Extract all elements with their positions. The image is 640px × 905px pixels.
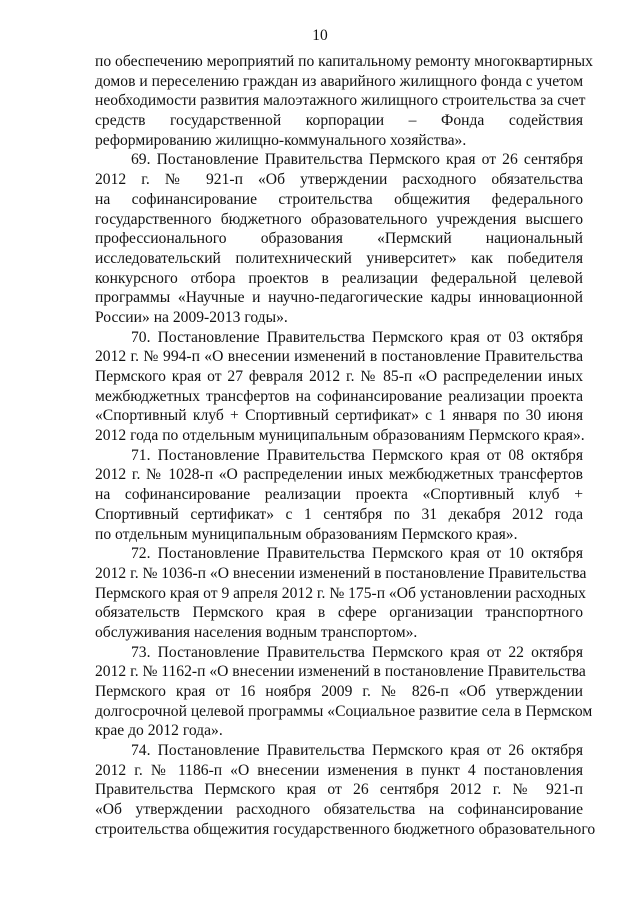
text-line: по отдельным муниципальным образованиям Пермского края». xyxy=(95,525,518,543)
text-line: профессионального образования «Пермский национальный xyxy=(95,230,583,248)
text-line: долгосрочной целевой программы «Социальное развитие села в Пермском xyxy=(95,702,593,720)
text-line: 2012 г. № 1036-п «О внесении изменений в постановление Правительства xyxy=(95,564,587,582)
text-line: 73. Постановление Правительства Пермского края от 22 октября xyxy=(131,643,583,661)
document-body xyxy=(95,52,596,840)
text-line: 2012 г. № 1028-п «О распределении иных межбюджетных трансфертов xyxy=(95,466,583,484)
text-line: на софинансирование реализации проекта «Спортивный клуб + xyxy=(95,486,583,504)
text-line: крае до 2012 года». xyxy=(95,722,223,740)
text-line: на софинансирование строительства общежития федерального xyxy=(95,190,583,208)
text-line: Пермского края от 27 февраля 2012 г. № 85-п «О распределении иных xyxy=(95,368,583,385)
text-line: 69. Постановление Правительства Пермского края от 26 сентября xyxy=(131,151,583,169)
text-line: необходимости развития малоэтажного жилищного строительства за счет xyxy=(95,92,586,110)
text-line: 2012 года по отдельным муниципальным образованиям Пермского края». xyxy=(95,427,585,445)
text-line: Спортивный сертификат» с 1 сентября по 31 декабря 2012 года xyxy=(95,505,583,523)
text-line: государственного бюджетного образовательного учреждения высшего xyxy=(95,210,583,228)
text-line: реформированию жилищно-коммунального хозяйства». xyxy=(95,131,467,149)
text-line: 71. Постановление Правительства Пермского края от 08 октября xyxy=(131,446,583,464)
text-line: 70. Постановление Правительства Пермского края от 03 октября xyxy=(131,328,583,346)
text-line: 2012 г. № 921-п «Об утверждении расходного обязательства xyxy=(95,171,583,189)
text-line: конкурсного отбора проектов в реализации федеральной целевой xyxy=(95,269,583,287)
text-line: межбюджетных трансфертов на софинансирование реализации проекта xyxy=(95,387,583,405)
text-line: программы «Научные и научно-педагогические кадры инновационной xyxy=(95,289,583,307)
text-line: «Об утверждении расходного обязательства на софинансирование xyxy=(95,801,583,819)
page-number: 10 xyxy=(312,27,328,44)
text-line: России» на 2009-2013 годы». xyxy=(95,308,288,326)
text-line: обслуживания населения водным транспортом». xyxy=(95,623,418,641)
text-line: 72. Постановление Правительства Пермского края от 10 октября xyxy=(131,545,583,563)
text-line: «Спортивный клуб + Спортивный сертификат» с 1 января по 30 июня xyxy=(95,407,583,425)
text-line: Пермского края от 9 апреля 2012 г. № 175-п «Об установлении расходных xyxy=(95,584,586,602)
text-line: 74. Постановление Правительства Пермского края от 26 октября xyxy=(131,742,583,760)
text-line: по обеспечению мероприятий по капитальному ремонту многоквартирных xyxy=(95,53,593,70)
text-line: 2012 г. № 1162-п «О внесении изменений в постановление Правительства xyxy=(95,663,586,681)
text-line: исследовательский политехнический университет» как победителя xyxy=(95,249,583,267)
text-line: домов и переселению граждан из аварийного жилищного фонда с учетом xyxy=(95,72,584,90)
text-line: 2012 г. № 1186-п «О внесении изменения в пункт 4 постановления xyxy=(95,761,583,779)
text-line: Правительства Пермского края от 26 сентября 2012 г. № 921-п xyxy=(95,781,583,799)
text-line: строительства общежития государственного бюджетного образовательного xyxy=(95,820,596,838)
text-line: 2012 г. № 994-п «О внесении изменений в постановление Правительства xyxy=(95,348,583,366)
text-line: обязательств Пермского края в сфере организации транспортного xyxy=(95,604,583,622)
text-line: Пермского края от 16 ноября 2009 г. № 826-п «Об утверждении xyxy=(95,683,583,700)
text-line: средств государственной корпорации – Фонда содействия xyxy=(95,112,583,130)
